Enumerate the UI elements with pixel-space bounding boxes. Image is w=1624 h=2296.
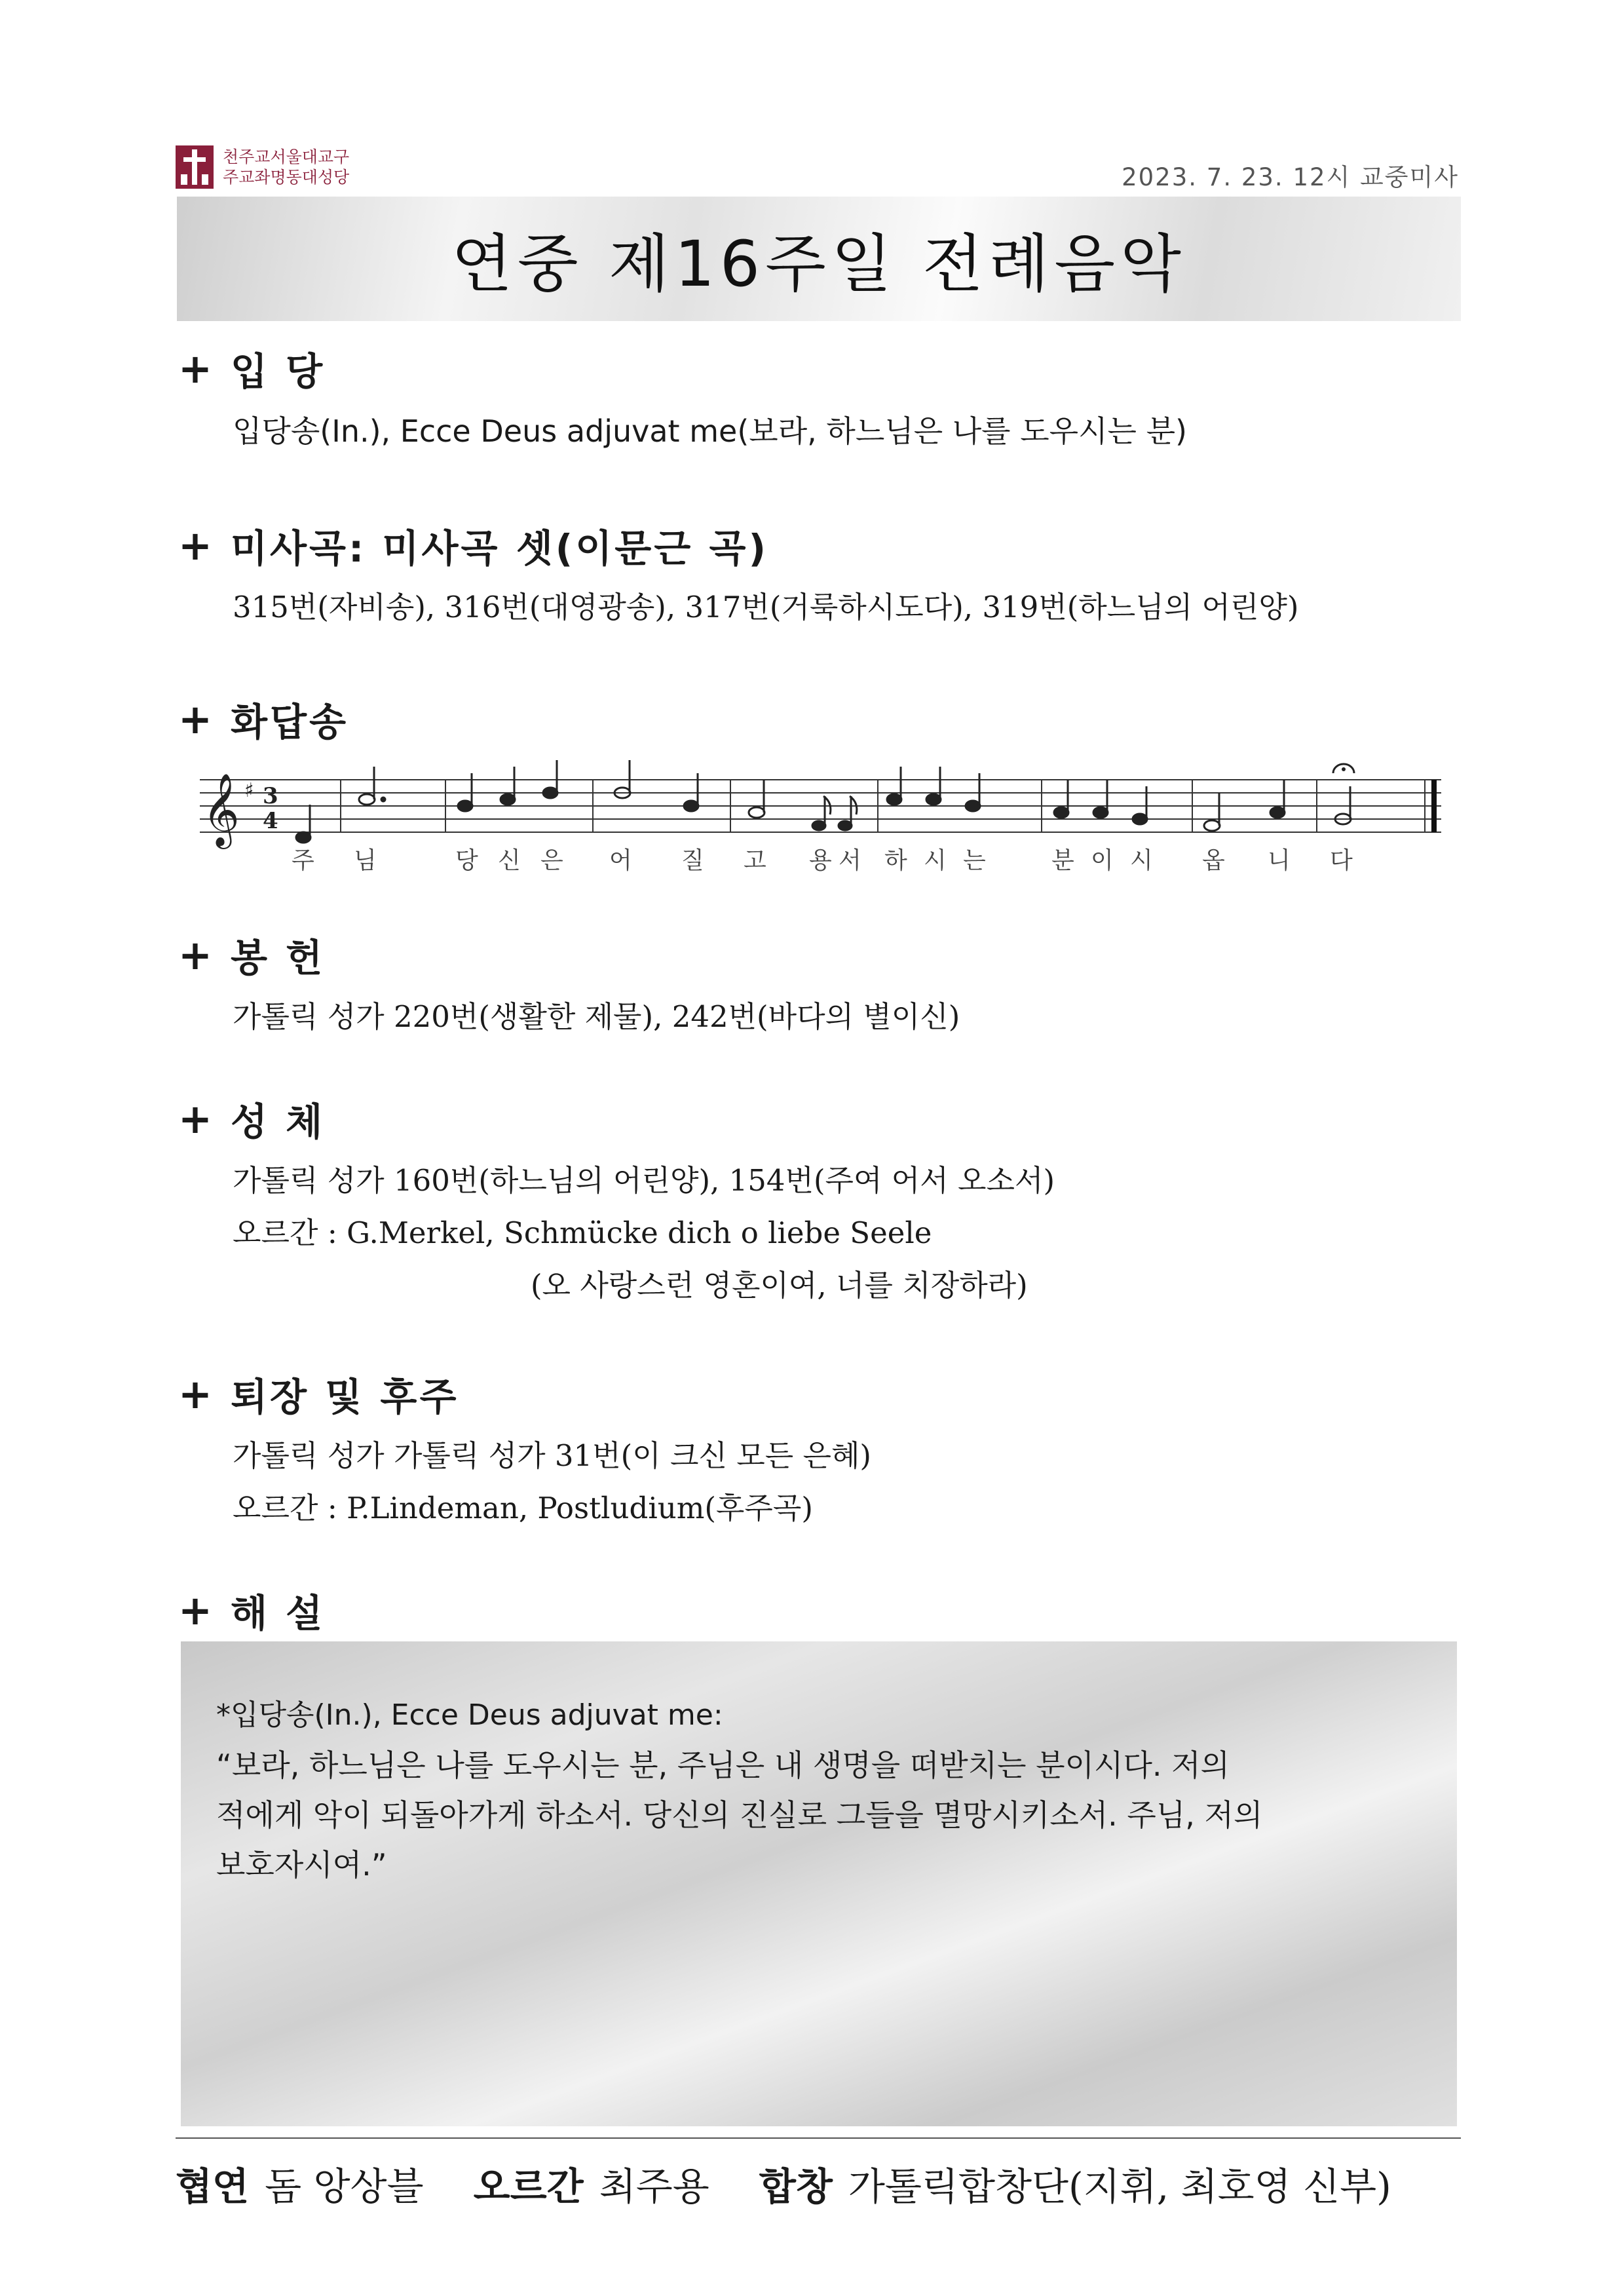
organ-label: 오르간 [473, 2164, 584, 2209]
commentary-line: 보호자시여.” [216, 1847, 387, 1883]
lyric-syllable: 이 [1091, 847, 1114, 874]
lyric-syllable: 분 [1051, 847, 1074, 874]
offertory-text: 가톨릭 성가 220번(생활한 제물), 242번(바다의 별이신) [233, 999, 960, 1034]
commentary-heading: *입당송(In.), Ecce Deus adjuvat me: [216, 1698, 723, 1732]
page-title: 연중 제16주일 전례음악 [451, 227, 1186, 301]
org-line-2: 주교좌명동대성당 [223, 168, 350, 187]
svg-text:4: 4 [263, 808, 278, 834]
section-label: 성 체 [230, 1100, 326, 1144]
choir-value: 가톨릭합창단(지휘, 최호영 신부) [848, 2164, 1391, 2209]
section-label: 봉 헌 [230, 936, 326, 980]
lyric-syllable: 어 [609, 847, 632, 874]
section-label: 화답송 [230, 700, 349, 744]
entrance-text: 입당송(In.), Ecce Deus adjuvat me(보라, 하느님은 나를 도우시는 분) [233, 413, 1187, 449]
lyric-syllable: 시 [1130, 847, 1153, 874]
cross-bullet-icon: + [178, 521, 212, 569]
accomp-value: 돔 앙상블 [265, 2164, 424, 2209]
footer-credits [176, 2156, 1391, 2211]
recessional-organ: 오르간 : P.Lindeman, Postludium(후주곡) [233, 1491, 813, 1525]
section-recessional [178, 1366, 459, 1421]
lyric-syllable: 용 [809, 847, 832, 874]
org-line-1: 천주교서울대교구 [223, 147, 350, 166]
psalm-lyrics [200, 842, 1445, 881]
cross-bullet-icon: + [178, 695, 212, 743]
accomp-label: 협연 [176, 2164, 250, 2209]
treble-clef-icon: 𝄞 [202, 773, 240, 846]
commentary-text [216, 1691, 1435, 1890]
svg-text:3: 3 [263, 783, 278, 809]
lyric-syllable: 서 [839, 847, 861, 874]
lyric-syllable: 옵 [1202, 847, 1225, 874]
cross-bullet-icon: + [178, 344, 212, 392]
section-offertory [178, 927, 325, 982]
commentary-line: 적에게 악이 되돌아가게 하소서. 당신의 진실로 그들을 멸망시키소서. 주님, 저의 [216, 1797, 1263, 1833]
section-commentary [178, 1582, 325, 1637]
lyric-syllable: 당 [455, 847, 478, 874]
svg-text:♯: ♯ [244, 779, 254, 802]
lyric-syllable: 질 [681, 847, 704, 874]
communion-organ: 오르간 : G.Merkel, Schmücke dich o liebe Seele [233, 1215, 932, 1250]
section-label: 미사곡: 미사곡 셋(이문근 곡) [230, 526, 769, 571]
lyric-syllable: 주 [292, 847, 314, 874]
lyric-syllable: 은 [540, 847, 563, 874]
recessional-text-1: 가톨릭 성가 가톨릭 성가 31번(이 크신 모든 은혜) [233, 1438, 871, 1473]
cross-bullet-icon: + [178, 1586, 212, 1634]
organ-value: 최주용 [599, 2164, 709, 2209]
lyric-syllable: 는 [963, 847, 986, 874]
choir-label: 합창 [759, 2164, 833, 2209]
lyric-syllable: 다 [1330, 847, 1353, 874]
section-psalm [178, 691, 349, 746]
commentary-line: “보라, 하느님은 나를 도우시는 분, 주님은 내 생명을 떠받치는 분이시다. 저의 [216, 1748, 1230, 1783]
church-logo [176, 145, 349, 189]
communion-text-1: 가톨릭 성가 160번(하느님의 어린양), 154번(주여 어서 오소서) [233, 1163, 1055, 1198]
service-date: 2023. 7. 23. 12시 교중미사 [1122, 163, 1459, 191]
lyric-syllable: 니 [1268, 847, 1291, 874]
section-entrance [178, 341, 325, 396]
org-name [223, 147, 349, 187]
cross-logo-icon [176, 145, 214, 189]
cross-bullet-icon: + [178, 930, 212, 979]
lyric-syllable: 님 [354, 847, 377, 874]
lyric-syllable: 하 [884, 847, 907, 874]
footer-divider [176, 2137, 1461, 2139]
section-label: 입 당 [230, 349, 326, 394]
lyric-syllable: 시 [924, 847, 947, 874]
section-label: 해 설 [230, 1591, 326, 1636]
section-communion [178, 1091, 325, 1146]
section-label: 퇴장 및 후주 [230, 1375, 459, 1419]
lyric-syllable: 신 [498, 847, 521, 874]
lyric-syllable: 고 [744, 847, 766, 874]
cross-bullet-icon: + [178, 1369, 212, 1418]
section-mass [178, 518, 768, 573]
communion-organ-translation: (오 사랑스런 영혼이여, 너를 치장하라) [531, 1268, 1028, 1303]
mass-text: 315번(자비송), 316번(대영광송), 317번(거룩하시도다), 319번(하느님의 어린양) [233, 590, 1299, 624]
cross-bullet-icon: + [178, 1094, 212, 1143]
title-banner [177, 197, 1461, 321]
